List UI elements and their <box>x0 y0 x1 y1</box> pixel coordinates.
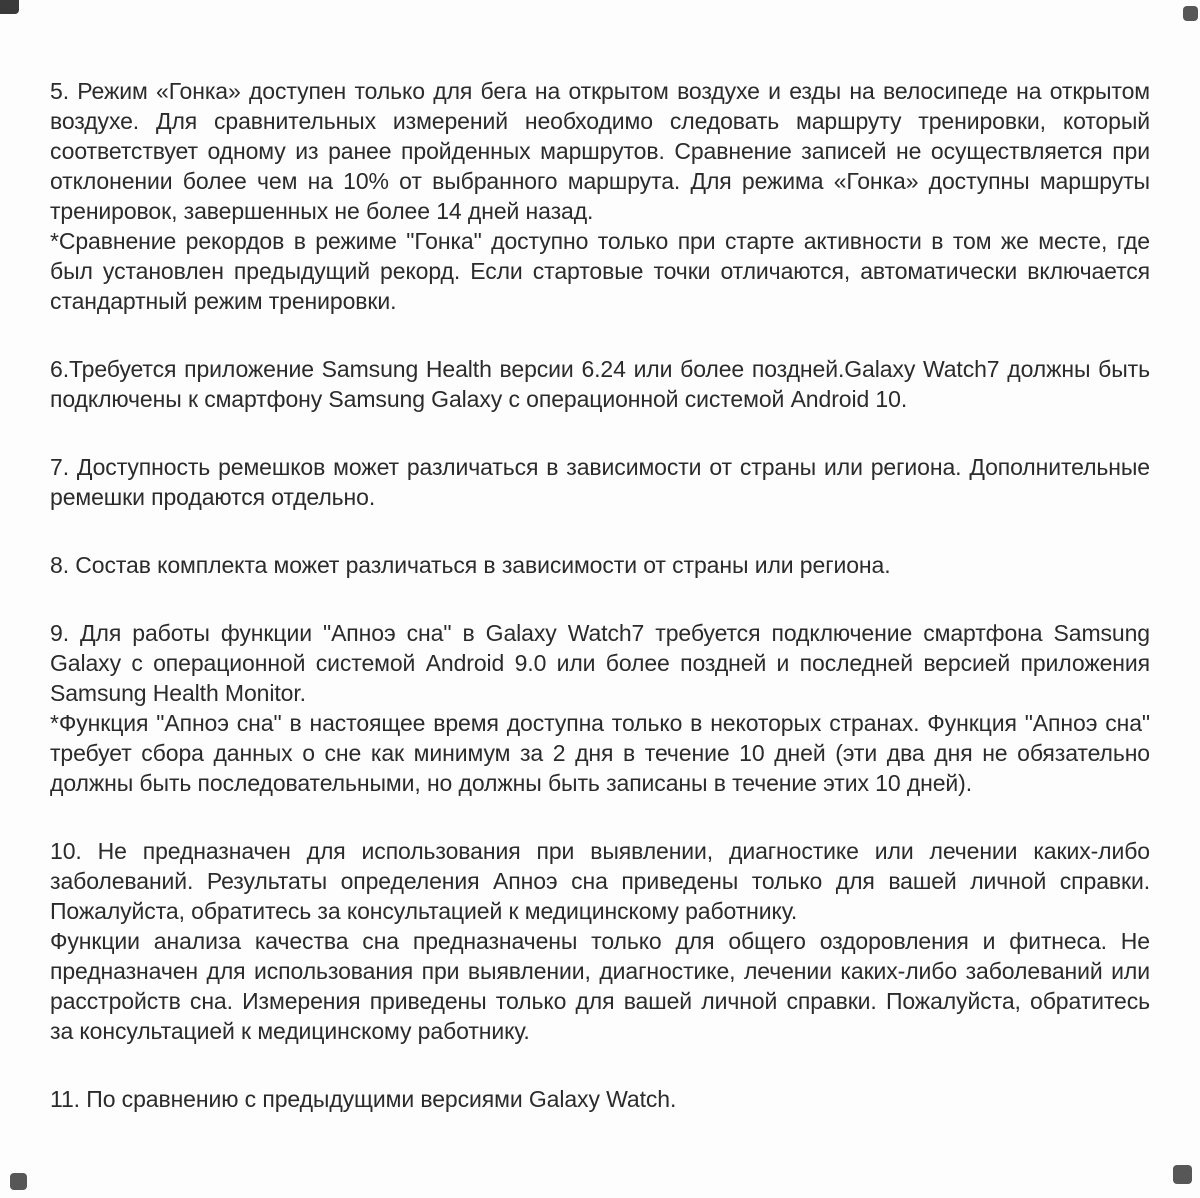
corner-mark-top-right <box>1183 6 1198 21</box>
footnote-6: 6.Требуется приложение Samsung Health версии 6.24 или более поздней.Galaxy Watch7 должны быть подключены к смартфону Samsung Galaxy с операционной системой Android 10. <box>50 356 1150 412</box>
footnotes-document <box>50 76 1150 1114</box>
paragraph-gap <box>50 580 1150 618</box>
footnote-8: 8. Состав комплекта может различаться в зависимости от страны или региона. <box>50 552 891 578</box>
footnote-10-continued: Функции анализа качества сна предназначены только для общего оздоровления и фитнеса. Не предназначен для использования при выявлении, диагностике, лечении каких-либо заболеваний или расстройств сна. Измерения приведены только для вашей личной справки. Пожалуйста, обратитесь за консультацией к медицинскому работнику. <box>50 928 1150 1044</box>
footnote-7: 7. Доступность ремешков может различаться в зависимости от страны или региона. Дополнительные ремешки продаются отдельно. <box>50 454 1150 510</box>
footnote-5: 5. Режим «Гонка» доступен только для бега на открытом воздухе и езды на велосипеде на открытом воздухе. Для сравнительных измерений необходимо следовать маршруту тренировки, который соответствует одному из ранее пройденных маршрутов. Сравнение записей не осуществляется при отклонении более чем на 10% от выбранного маршрута. Для режима «Гонка» доступны маршруты тренировок, завершенных не более 14 дней назад. <box>50 78 1150 224</box>
paragraph-gap <box>50 1046 1150 1084</box>
footnote-5-note: *Сравнение рекордов в режиме "Гонка" доступно только при старте активности в том же месте, где был установлен предыдущий рекорд. Если стартовые точки отличаются, автоматически включается стандартный режим тренировки. <box>50 228 1150 314</box>
paragraph-gap <box>50 316 1150 354</box>
footnote-10: 10. Не предназначен для использования при выявлении, диагностике или лечении каких-либо заболеваний. Результаты определения Апноэ сна приведены только для вашей личной справки. Пожалуйста, обратитесь за консультацией к медицинскому работнику. <box>50 838 1150 924</box>
paragraph-gap <box>50 798 1150 836</box>
corner-mark-bottom-left <box>10 1173 27 1190</box>
corner-mark-bottom-right <box>1173 1165 1192 1184</box>
footnote-11: 11. По сравнению с предыдущими версиями Galaxy Watch. <box>50 1086 677 1112</box>
footnote-9-note: *Функция "Апноэ сна" в настоящее время доступна только в некоторых странах. Функция "Апноэ сна" требует сбора данных о сне как минимум за 2 дня в течение 10 дней (эти два дня не обязательно должны быть последовательными, но должны быть записаны в течение этих 10 дней). <box>50 710 1150 796</box>
paragraph-gap <box>50 414 1150 452</box>
paragraph-gap <box>50 512 1150 550</box>
footnote-9: 9. Для работы функции "Апноэ сна" в Galaxy Watch7 требуется подключение смартфона Samsung Galaxy с операционной системой Android 9.0 или более поздней и последней версией приложения Samsung Health Monitor. <box>50 620 1150 706</box>
corner-mark-top-left <box>0 0 19 14</box>
